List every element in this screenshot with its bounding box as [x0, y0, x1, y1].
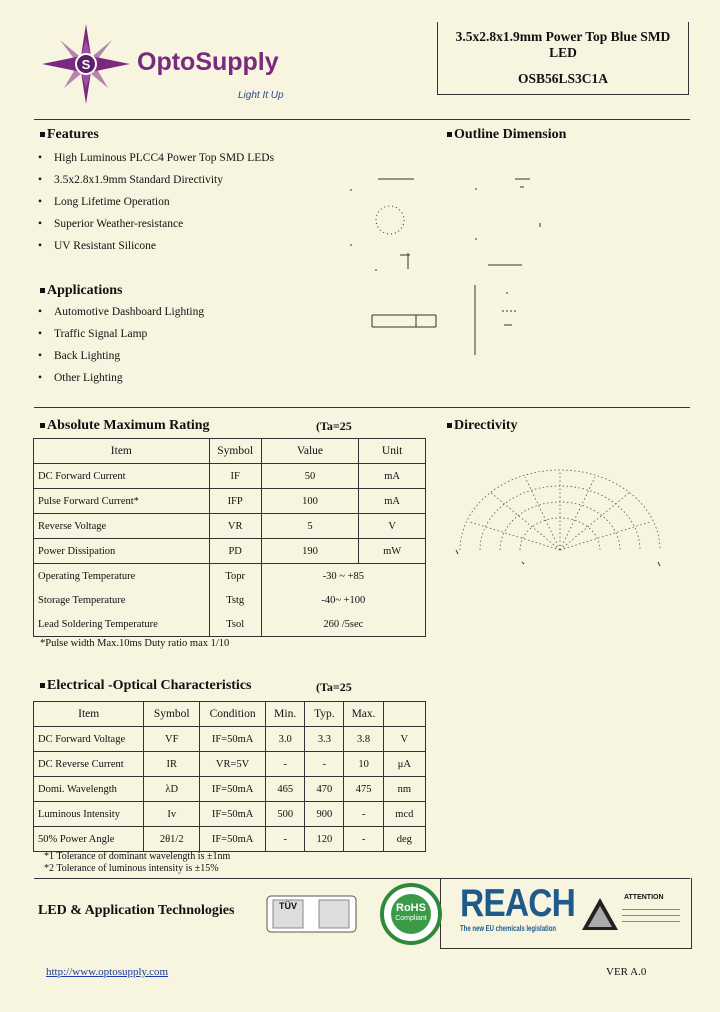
table-row: Power Dissipation PD 190 mW [34, 539, 426, 564]
abs-max-note: *Pulse width Max.10ms Duty ratio max 1/10 [40, 638, 230, 649]
reach-label: REACH [460, 882, 575, 925]
version-label: VER A.0 [606, 966, 647, 978]
rohs-badge-icon [376, 882, 446, 946]
esd-warning-icon [580, 894, 620, 934]
list-item: • Back Lighting [38, 350, 121, 362]
website-link[interactable]: http://www.optosupply.com [46, 966, 169, 978]
table-row: Domi. Wavelength λD IF=50mA 465 470 475 nm [34, 777, 426, 802]
company-name: LED & Application Technologies [38, 903, 235, 918]
product-title: 3.5x2.8x1.9mm Power Top Blue SMD LED [455, 29, 671, 60]
list-item: • Automotive Dashboard Lighting [38, 306, 205, 318]
table-header-row: Item Symbol Value Unit [34, 439, 426, 464]
list-item: • Other Lighting [38, 372, 123, 384]
table-row: Luminous Intensity Iv IF=50mA 500 900 - mcd [34, 802, 426, 827]
table-row: 50% Power Angle 2θ1/2 IF=50mA - 120 - deg [34, 827, 426, 852]
table-row: Operating Temperature Topr -30 ~ +85 [34, 564, 426, 589]
brand-tagline: Light It Up [238, 90, 284, 101]
table-row: Pulse Forward Current* IFP 100 mA [34, 489, 426, 514]
outline-heading: Outline Dimension [447, 127, 566, 143]
rohs-sublabel: Compliant [395, 915, 427, 922]
eo-note-1: *1 Tolerance of dominant wavelength is ±1nm [44, 851, 231, 862]
list-item: • 3.5x2.8x1.9mm Standard Directivity [38, 174, 223, 186]
title-box [437, 22, 689, 95]
part-number: OSB56LS3C1A [517, 71, 609, 86]
tuv-badge-icon [265, 893, 358, 935]
section-divider [34, 407, 690, 408]
features-list [38, 152, 358, 262]
list-item: • Superior Weather-resistance [38, 218, 184, 230]
brand-name: OptoSupply [137, 48, 279, 76]
rohs-compliant-badge [376, 882, 446, 946]
esd-attention-label [576, 888, 684, 940]
tuv-certification-badge [265, 893, 358, 935]
list-item: • Long Lifetime Operation [38, 196, 170, 208]
reach-sublabel: The new EU chemicals legislation [460, 924, 557, 933]
directivity-heading: Directivity [447, 418, 518, 434]
eo-table [33, 701, 426, 852]
table-row: Storage Temperature Tstg -40~ +100 [34, 588, 426, 612]
table-header-row: Item Symbol Condition Min. Typ. Max. [34, 702, 426, 727]
header-divider [34, 119, 690, 120]
abs-max-table [33, 438, 426, 637]
applications-list [38, 306, 358, 396]
company-logo [38, 22, 308, 107]
attention-title: ATTENTION [624, 894, 664, 901]
eo-note-2: *2 Tolerance of luminous intensity is ±15% [44, 863, 219, 874]
abs-max-heading: Absolute Maximum Rating [40, 418, 210, 434]
reach-logo [460, 882, 575, 940]
abs-max-condition: (Ta=25 [316, 419, 352, 433]
svg-text:S: S [81, 57, 91, 72]
applications-heading: Applications [40, 283, 122, 299]
table-row: DC Forward Voltage VF IF=50mA 3.0 3.3 3.8 V [34, 727, 426, 752]
list-item: • Traffic Signal Lamp [38, 328, 148, 340]
eo-heading: Electrical -Optical Characteristics [40, 678, 251, 694]
eo-condition: (Ta=25 [316, 680, 352, 694]
directivity-diagram [450, 462, 670, 572]
table-row: DC Reverse Current IR VR=5V - - 10 μA [34, 752, 426, 777]
rohs-label: RoHS [396, 902, 426, 914]
attention-text-lines [622, 904, 680, 927]
table-row: Reverse Voltage VR 5 V [34, 514, 426, 539]
outline-dimension-drawing [340, 165, 560, 365]
star-logo-icon [38, 22, 138, 107]
table-row: Lead Soldering Temperature Tsol 260 /5sec [34, 612, 426, 637]
list-item: • UV Resistant Silicone [38, 240, 157, 252]
features-heading: Features [40, 127, 99, 143]
tuv-label: TÜV [279, 901, 297, 911]
list-item: • High Luminous PLCC4 Power Top SMD LEDs [38, 152, 275, 164]
table-row: DC Forward Current IF 50 mA [34, 464, 426, 489]
